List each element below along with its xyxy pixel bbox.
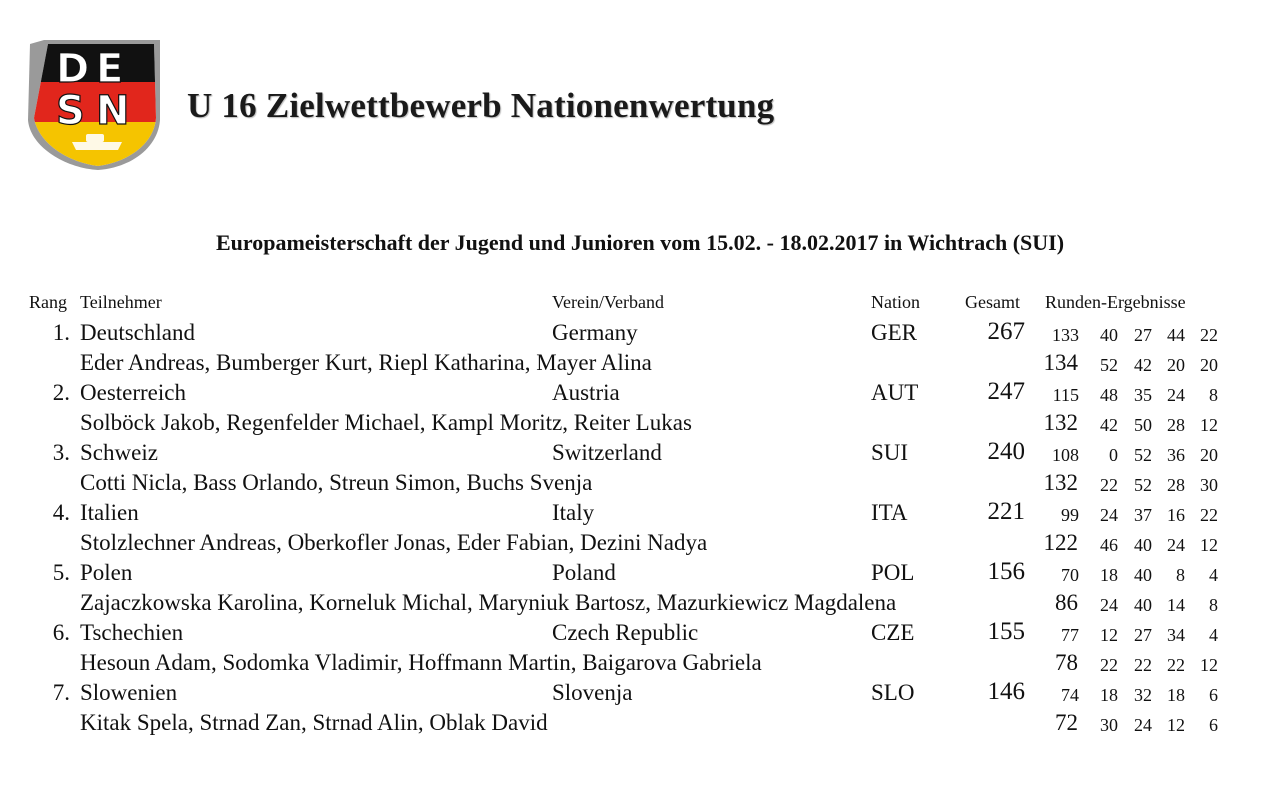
rank: 6. (52, 620, 70, 645)
player-round-score: 42 (1100, 415, 1118, 435)
player-round-score: 22 (1100, 655, 1118, 675)
desn-logo (26, 38, 162, 170)
svg-text:S: S (56, 88, 85, 134)
total-score: 247 (987, 378, 1025, 405)
header-gesamt: Gesamt (965, 292, 1020, 312)
svg-text:N: N (96, 88, 130, 134)
player-round-score: 12 (1200, 415, 1218, 435)
header-rang: Rang (29, 292, 67, 312)
player-sub-total: 78 (1055, 650, 1078, 675)
round-score: 52 (1134, 445, 1152, 465)
header-nation: Nation (871, 292, 920, 312)
player-names: Cotti Nicla, Bass Orlando, Streun Simon, Buchs Svenja (80, 470, 593, 495)
svg-text:D: D (56, 46, 90, 92)
nation-code: SLO (871, 680, 915, 705)
round-score: 133 (1052, 325, 1079, 345)
round-score: 27 (1134, 625, 1152, 645)
round-score: 0 (1109, 445, 1118, 465)
verein: Slovenja (552, 680, 633, 705)
player-round-score: 24 (1167, 535, 1185, 555)
player-round-score: 30 (1200, 475, 1218, 495)
team-row-7 (0, 676, 1280, 706)
verein: Poland (552, 560, 616, 585)
player-round-score: 28 (1167, 475, 1185, 495)
round-score: 36 (1167, 445, 1185, 465)
header-runden: Runden-Ergebnisse (1045, 292, 1186, 312)
player-row-2 (0, 406, 1280, 436)
verein: Italy (552, 500, 595, 525)
nation-code: ITA (871, 500, 908, 525)
total-score: 267 (987, 318, 1025, 345)
player-row-4 (0, 526, 1280, 556)
player-sub-total: 122 (1043, 530, 1078, 555)
player-round-score: 42 (1134, 355, 1152, 375)
player-names: Hesoun Adam, Sodomka Vladimir, Hoffmann Martin, Baigarova Gabriela (80, 650, 762, 675)
round-score: 16 (1167, 505, 1185, 525)
player-sub-total: 132 (1043, 470, 1078, 495)
rank: 4. (52, 500, 70, 525)
player-sub-total: 134 (1043, 350, 1078, 375)
round-score: 8 (1176, 565, 1185, 585)
player-names: Solböck Jakob, Regenfelder Michael, Kampl Moritz, Reiter Lukas (80, 410, 692, 435)
player-names: Kitak Spela, Strnad Zan, Strnad Alin, Oblak David (80, 710, 548, 735)
nation-code: POL (871, 560, 915, 585)
round-score: 99 (1061, 505, 1079, 525)
team-name: Italien (80, 500, 139, 525)
player-round-score: 40 (1134, 595, 1152, 615)
player-round-score: 52 (1100, 355, 1118, 375)
round-score: 44 (1167, 325, 1185, 345)
round-score: 6 (1209, 685, 1218, 705)
player-row-5 (0, 586, 1280, 616)
player-names: Stolzlechner Andreas, Oberkofler Jonas, Eder Fabian, Dezini Nadya (80, 530, 708, 555)
player-round-score: 40 (1134, 535, 1152, 555)
player-round-score: 52 (1134, 475, 1152, 495)
player-round-score: 22 (1167, 655, 1185, 675)
page-title: U 16 Zielwettbewerb Nationenwertung (187, 86, 775, 125)
round-score: 74 (1061, 685, 1079, 705)
round-score: 40 (1134, 565, 1152, 585)
total-score: 156 (987, 558, 1025, 585)
total-score: 221 (987, 498, 1025, 525)
player-names: Eder Andreas, Bumberger Kurt, Riepl Katharina, Mayer Alina (80, 350, 652, 375)
round-score: 35 (1134, 385, 1152, 405)
round-score: 48 (1100, 385, 1118, 405)
team-name: Polen (80, 560, 133, 585)
team-row-2 (0, 376, 1280, 406)
team-row-3 (0, 436, 1280, 466)
player-sub-total: 132 (1043, 410, 1078, 435)
team-name: Oesterreich (80, 380, 186, 405)
round-score: 77 (1061, 625, 1079, 645)
svg-text:E: E (96, 46, 124, 92)
round-score: 8 (1209, 385, 1218, 405)
rank: 7. (52, 680, 70, 705)
player-row-6 (0, 646, 1280, 676)
player-row-3 (0, 466, 1280, 496)
player-round-score: 22 (1134, 655, 1152, 675)
player-round-score: 6 (1209, 715, 1218, 735)
round-score: 18 (1100, 685, 1118, 705)
nation-code: GER (871, 320, 917, 345)
total-score: 240 (987, 438, 1025, 465)
nation-code: AUT (871, 380, 919, 405)
verein: Austria (552, 380, 620, 405)
round-score: 37 (1134, 505, 1152, 525)
team-name: Schweiz (80, 440, 158, 465)
player-round-score: 20 (1167, 355, 1185, 375)
round-score: 12 (1100, 625, 1118, 645)
player-round-score: 12 (1200, 655, 1218, 675)
team-row-5 (0, 556, 1280, 586)
player-round-score: 12 (1167, 715, 1185, 735)
player-sub-total: 72 (1055, 710, 1078, 735)
event-subtitle: Europameisterschaft der Jugend und Junioren vom 15.02. - 18.02.2017 in Wichtrach (SUI) (215, 230, 1065, 255)
team-name: Tschechien (80, 620, 184, 645)
round-score: 18 (1100, 565, 1118, 585)
player-round-score: 22 (1100, 475, 1118, 495)
player-round-score: 24 (1134, 715, 1152, 735)
team-row-4 (0, 496, 1280, 526)
player-round-score: 12 (1200, 535, 1218, 555)
round-score: 24 (1167, 385, 1185, 405)
header-teilnehmer: Teilnehmer (80, 292, 162, 312)
total-score: 146 (987, 678, 1025, 705)
verein: Germany (552, 320, 638, 345)
round-score: 70 (1061, 565, 1079, 585)
round-score: 32 (1134, 685, 1152, 705)
rank: 5. (52, 560, 70, 585)
round-score: 4 (1209, 625, 1218, 645)
round-score: 108 (1052, 445, 1079, 465)
player-round-score: 8 (1209, 595, 1218, 615)
round-score: 22 (1200, 505, 1218, 525)
rank: 1. (52, 320, 70, 345)
player-round-score: 50 (1134, 415, 1152, 435)
total-score: 155 (987, 618, 1025, 645)
round-score: 27 (1134, 325, 1152, 345)
player-names: Zajaczkowska Karolina, Korneluk Michal, Maryniuk Bartosz, Mazurkiewicz Magdalena (80, 590, 897, 615)
round-score: 24 (1100, 505, 1118, 525)
player-round-score: 30 (1100, 715, 1118, 735)
player-sub-total: 86 (1055, 590, 1078, 615)
header-verein: Verein/Verband (552, 292, 664, 312)
verein: Switzerland (552, 440, 662, 465)
round-score: 115 (1052, 385, 1079, 405)
player-round-score: 46 (1100, 535, 1118, 555)
team-row-6 (0, 616, 1280, 646)
round-score: 22 (1200, 325, 1218, 345)
round-score: 34 (1167, 625, 1185, 645)
team-name: Deutschland (80, 320, 195, 345)
player-row-1 (0, 346, 1280, 376)
verein: Czech Republic (552, 620, 699, 645)
round-score: 40 (1100, 325, 1118, 345)
player-row-7 (0, 706, 1280, 736)
round-score: 4 (1209, 565, 1218, 585)
round-score: 18 (1167, 685, 1185, 705)
team-name: Slowenien (80, 680, 178, 705)
player-round-score: 14 (1167, 595, 1185, 615)
team-row-1 (0, 316, 1280, 346)
nation-code: SUI (871, 440, 909, 465)
player-round-score: 28 (1167, 415, 1185, 435)
rank: 2. (52, 380, 70, 405)
nation-code: CZE (871, 620, 915, 645)
rank: 3. (52, 440, 70, 465)
player-round-score: 24 (1100, 595, 1118, 615)
round-score: 20 (1200, 445, 1218, 465)
player-round-score: 20 (1200, 355, 1218, 375)
